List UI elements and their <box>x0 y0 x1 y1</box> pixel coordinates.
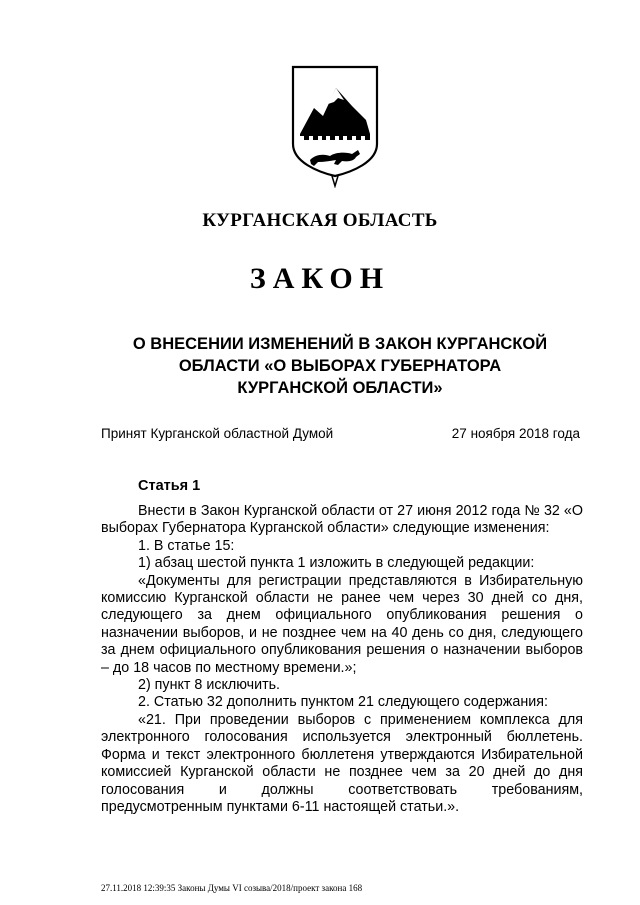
adoption-date: 27 ноября 2018 года <box>451 426 580 441</box>
article-paragraph: 2) пункт 8 исключить. <box>138 677 281 694</box>
article-paragraph: «Документы для регистрации представляются в Избирательную комиссию Курганской области не ранее чем через 30 дней со дня, следующего за днем официального опубликования решения о назначении выборов, и не позднее чем на 40 день со дня, следующего за днем официального опубликования решения о назначении выборов – до 18 часов по местному времени.»; <box>101 572 583 676</box>
coat-of-arms-icon <box>290 64 380 188</box>
article-paragraph: «21. При проведении выборов с применением комплекса для электронного голосования используется электронный бюллетень. Форма и текст электронного бюллетеня утверждаются Избирательной комиссией Курганской области не позднее чем за 20 дней до дня голосования и должны соответствовать требованиям, предусмотренным пунктами 6-11 настоящей статьи.». <box>101 711 583 815</box>
law-title-line: КУРГАНСКОЙ ОБЛАСТИ» <box>237 379 443 397</box>
adoption-text: Принят Курганской областной Думой <box>101 426 334 441</box>
article-paragraph: 2. Статью 32 дополнить пунктом 21 следующего содержания: <box>138 694 548 711</box>
document-type: ЗАКОН <box>249 262 391 295</box>
article-body <box>101 503 583 816</box>
article-paragraph: Внести в Закон Курганской области от 27 июня 2012 года № 32 «О выборах Губернатора Курганской области» следующие изменения: <box>101 503 583 537</box>
region-name: КУРГАНСКАЯ ОБЛАСТЬ <box>202 210 438 231</box>
article-paragraph: 1) абзац шестой пункта 1 изложить в следующей редакции: <box>138 555 535 572</box>
article-heading: Статья 1 <box>138 478 201 494</box>
law-title-line: ОБЛАСТИ «О ВЫБОРАХ ГУБЕРНАТОРА <box>178 357 502 375</box>
law-title-line: О ВНЕСЕНИИ ИЗМЕНЕНИЙ В ЗАКОН КУРГАНСКОЙ <box>132 335 548 353</box>
document-footer: 27.11.2018 12:39:35 Законы Думы VI созыва/2018/проект закона 168 <box>101 883 363 893</box>
article-paragraph: 1. В статье 15: <box>138 537 235 554</box>
law-title <box>0 333 640 399</box>
